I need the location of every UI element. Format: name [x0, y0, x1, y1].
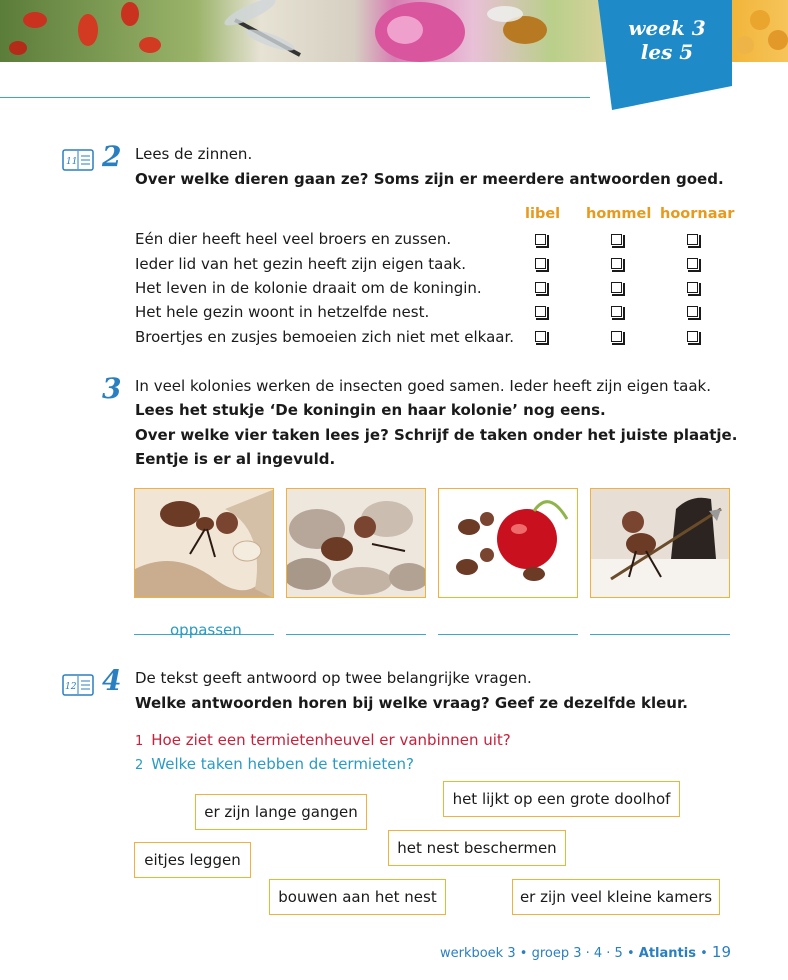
exercise-instruction: Over welke vier taken lees je? Schrijf de taken onder het juiste plaatje.	[135, 426, 738, 444]
column-header-hommel: hommel	[586, 206, 652, 222]
answer-card[interactable]: eitjes leggen	[134, 842, 251, 878]
checkbox-hoornaar-4[interactable]	[687, 306, 698, 317]
answer-line-4[interactable]	[590, 634, 730, 635]
statement-row: Ieder lid van het gezin heeft zijn eigen taak.	[135, 255, 467, 273]
ant-with-spear-image	[590, 488, 730, 598]
statement-row: Eén dier heeft heel veel broers en zussen.	[135, 230, 452, 248]
checkbox-hommel-2[interactable]	[611, 258, 622, 269]
checkbox-hommel-5[interactable]	[611, 331, 622, 342]
statement-row: Het leven in de kolonie draait om de koningin.	[135, 279, 482, 297]
checkbox-hoornaar-1[interactable]	[687, 234, 698, 245]
exercise-number: 4	[102, 664, 122, 697]
exercise-question: Welke antwoorden horen bij welke vraag? Geef ze dezelfde kleur.	[135, 694, 688, 712]
ant-digging-image	[286, 488, 426, 598]
exercise-number: 3	[102, 372, 122, 405]
checkbox-hommel-4[interactable]	[611, 306, 622, 317]
statement-row: Broertjes en zusjes bemoeien zich niet met elkaar.	[135, 328, 515, 346]
footer-brand: Atlantis	[638, 946, 696, 961]
page-footer: werkboek 3 • groep 3 · 4 · 5 • Atlantis • 19	[439, 943, 731, 961]
exercise-instruction: Lees de zinnen.	[135, 145, 253, 163]
checkbox-hoornaar-3[interactable]	[687, 282, 698, 293]
answer-card[interactable]: er zijn veel kleine kamers	[512, 879, 720, 915]
checkbox-libel-4[interactable]	[535, 306, 546, 317]
ants-carrying-cherry-image	[438, 488, 578, 598]
checkbox-hoornaar-2[interactable]	[687, 258, 698, 269]
book-icon-label: 12	[65, 682, 77, 692]
checkbox-libel-2[interactable]	[535, 258, 546, 269]
book-icon-label: 11	[66, 157, 78, 167]
exercise-intro: De tekst geeft antwoord op twee belangrijke vragen.	[135, 669, 532, 687]
week-lesson-label	[612, 16, 722, 64]
week-label: week 3	[628, 16, 706, 40]
question-2	[135, 755, 414, 773]
book-icon	[62, 673, 94, 697]
checkbox-hoornaar-5[interactable]	[687, 331, 698, 342]
book-icon	[62, 148, 94, 172]
answer-card[interactable]: het nest beschermen	[388, 830, 566, 866]
exercise-instruction: Eentje is er al ingevuld.	[135, 450, 336, 468]
checkbox-hommel-3[interactable]	[611, 282, 622, 293]
question-1-text: Hoe ziet een termietenheuvel er vanbinnen uit?	[151, 731, 511, 749]
page-number: 19	[711, 943, 731, 961]
checkbox-libel-3[interactable]	[535, 282, 546, 293]
statement-row: Het hele gezin woont in hetzelfde nest.	[135, 303, 430, 321]
answer-line-3[interactable]	[438, 634, 578, 635]
filled-answer: oppassen	[170, 621, 242, 639]
column-header-libel: libel	[525, 206, 561, 222]
header-rule	[0, 97, 590, 98]
question-1	[135, 731, 511, 749]
answer-card[interactable]: bouwen aan het nest	[269, 879, 446, 915]
checkbox-libel-5[interactable]	[535, 331, 546, 342]
exercise-question: Over welke dieren gaan ze? Soms zijn er meerdere antwoorden goed.	[135, 170, 724, 188]
answer-card[interactable]: er zijn lange gangen	[195, 794, 367, 830]
checkbox-hommel-1[interactable]	[611, 234, 622, 245]
ant-with-egg-image	[134, 488, 274, 598]
footer-book: werkboek 3	[439, 946, 516, 961]
column-header-hoornaar: hoornaar	[660, 206, 735, 222]
question-2-text: Welke taken hebben de termieten?	[151, 755, 414, 773]
answer-card[interactable]: het lijkt op een grote doolhof	[443, 781, 680, 817]
footer-group: groep 3 · 4 · 5	[531, 946, 623, 961]
exercise-instruction: Lees het stukje ‘De koningin en haar kolonie’ nog eens.	[135, 401, 606, 419]
answer-line-2[interactable]	[286, 634, 426, 635]
question-2-number: 2	[135, 758, 144, 773]
lesson-label: les 5	[640, 40, 694, 64]
exercise-intro: In veel kolonies werken de insecten goed samen. Ieder heeft zijn eigen taak.	[135, 377, 712, 395]
exercise-number: 2	[102, 140, 122, 173]
question-1-number: 1	[135, 734, 144, 749]
checkbox-libel-1[interactable]	[535, 234, 546, 245]
